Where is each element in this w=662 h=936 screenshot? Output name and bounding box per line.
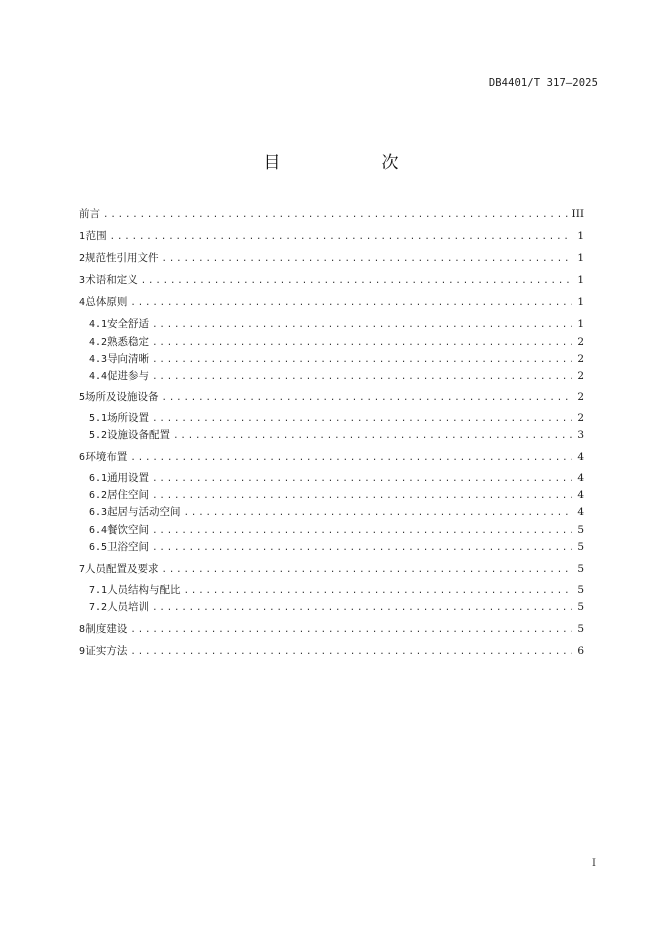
- toc-entry-number: 4.3: [89, 354, 108, 365]
- toc-entry-title: 场所设置: [107, 412, 150, 424]
- toc-entry-number: 8: [79, 624, 86, 635]
- toc-entry[interactable]: [79, 368, 584, 383]
- toc-entry[interactable]: [79, 294, 584, 309]
- toc-entry-title: 设施设备配置: [107, 429, 171, 441]
- toc-entry[interactable]: [79, 410, 584, 425]
- toc-entry-number: 6.5: [89, 542, 108, 553]
- toc-leader-dots: [130, 647, 572, 657]
- toc-entry-page: 4: [577, 489, 584, 501]
- toc-entry[interactable]: [79, 427, 584, 442]
- toc-leader-dots: [152, 603, 572, 613]
- toc-entry-number: 7: [79, 564, 86, 575]
- toc-entry-title: 范围: [85, 230, 107, 242]
- toc-entry[interactable]: [79, 334, 584, 349]
- document-code: DB4401/T 317—2025: [488, 77, 598, 89]
- toc-entry-number: 5.2: [89, 430, 108, 441]
- toc-entry[interactable]: [79, 561, 584, 576]
- toc-entry-page: 6: [577, 645, 584, 657]
- toc-entry-number: 1: [79, 231, 86, 242]
- toc-entry[interactable]: [79, 206, 584, 221]
- toc-leader-dots: [141, 276, 572, 286]
- toc-leader-dots: [152, 372, 572, 382]
- toc-leader-dots: [162, 565, 572, 575]
- toc-entry-page: 4: [577, 506, 584, 518]
- toc-entry-page: 5: [577, 601, 584, 613]
- toc-entry-page: III: [571, 208, 584, 220]
- toc-entry[interactable]: [79, 316, 584, 331]
- toc-entry-page: 4: [577, 451, 584, 463]
- toc-leader-dots: [110, 232, 572, 242]
- toc-entry[interactable]: [79, 504, 584, 519]
- toc-entry[interactable]: [79, 449, 584, 464]
- toc-leader-dots: [103, 210, 568, 220]
- toc-entry-title: 熟悉稳定: [107, 336, 150, 348]
- toc-entry[interactable]: [79, 643, 584, 658]
- toc-entry-number: 7.1: [89, 585, 108, 596]
- toc-entry-title: 制度建设: [85, 623, 128, 635]
- toc-entry-page: 5: [577, 623, 584, 635]
- toc-leader-dots: [152, 491, 572, 501]
- toc-leader-dots: [184, 508, 572, 518]
- toc-entry-title: 规范性引用文件: [85, 252, 159, 264]
- toc-entry-page: 5: [577, 524, 584, 536]
- toc-entry[interactable]: [79, 389, 584, 404]
- toc-entry-page: 2: [577, 353, 584, 365]
- toc-leader-dots: [152, 474, 572, 484]
- toc-entry-number: 3: [79, 275, 86, 286]
- toc-entry-page: 1: [577, 252, 584, 264]
- toc-entry-number: 5: [79, 392, 86, 403]
- toc-leader-dots: [130, 298, 572, 308]
- toc-entry-title: 环境布置: [85, 451, 128, 463]
- toc-leader-dots: [130, 453, 572, 463]
- toc-entry-title: 促进参与: [107, 370, 150, 382]
- toc-leader-dots: [152, 414, 572, 424]
- toc-entry-title: 证实方法: [85, 645, 128, 657]
- toc-entry-page: 2: [577, 391, 584, 403]
- toc-entry-number: 6.2: [89, 490, 108, 501]
- toc-entry-number: 5.1: [89, 413, 108, 424]
- toc-entry[interactable]: [79, 522, 584, 537]
- toc-entry-page: 3: [577, 429, 584, 441]
- toc-entry-page: 2: [577, 336, 584, 348]
- toc-entry[interactable]: [79, 250, 584, 265]
- toc-entry-title: 人员培训: [107, 601, 150, 613]
- toc-entry-title: 场所及设施设备: [85, 391, 159, 403]
- toc-entry-number: 6: [79, 452, 86, 463]
- page-title: 目 次: [263, 153, 441, 173]
- toc-entry-page: 5: [577, 563, 584, 575]
- toc-entry-title: 术语和定义: [85, 274, 138, 286]
- toc-entry[interactable]: [79, 621, 584, 636]
- toc-entry-number: 4: [79, 297, 86, 308]
- toc-entry-page: 1: [577, 274, 584, 286]
- toc-leader-dots: [162, 254, 572, 264]
- toc-leader-dots: [152, 526, 572, 536]
- toc-entry-number: 7.2: [89, 602, 108, 613]
- toc-entry-title: 安全舒适: [107, 318, 150, 330]
- toc-entry-title: 卫浴空间: [107, 541, 150, 553]
- toc-entry-number: 9: [79, 646, 86, 657]
- toc-entry-page: 1: [577, 296, 584, 308]
- toc-entry-title: 起居与活动空间: [107, 506, 181, 518]
- toc-entry[interactable]: [79, 487, 584, 502]
- toc-leader-dots: [152, 338, 572, 348]
- toc-entry[interactable]: [79, 582, 584, 597]
- toc-entry-number: 6.1: [89, 473, 108, 484]
- toc-entry-title: 前言: [79, 208, 100, 220]
- toc-entry-title: 总体原则: [85, 296, 128, 308]
- toc-entry-title: 居住空间: [107, 489, 150, 501]
- toc-entry[interactable]: [79, 272, 584, 287]
- toc-entry[interactable]: [79, 599, 584, 614]
- toc-entry[interactable]: [79, 351, 584, 366]
- toc-leader-dots: [152, 355, 572, 365]
- toc-entry-page: 5: [577, 584, 584, 596]
- toc-entry-page: 1: [577, 318, 584, 330]
- page-number: I: [592, 858, 596, 869]
- toc-entry-number: 2: [79, 253, 86, 264]
- toc-entry-number: 6.3: [89, 507, 108, 518]
- toc-entry[interactable]: [79, 470, 584, 485]
- toc-entry-number: 4.2: [89, 337, 108, 348]
- toc-entry[interactable]: [79, 228, 584, 243]
- toc-leader-dots: [130, 625, 572, 635]
- toc-entry-title: 人员配置及要求: [85, 563, 159, 575]
- toc-entry-title: 通用设置: [107, 472, 150, 484]
- toc-entry-page: 4: [577, 472, 584, 484]
- toc-leader-dots: [184, 586, 572, 596]
- toc-entry[interactable]: [79, 539, 584, 554]
- toc-entry-title: 导向清晰: [107, 353, 150, 365]
- toc-leader-dots: [173, 431, 572, 441]
- toc-entry-page: 2: [577, 412, 584, 424]
- toc-entry-title: 餐饮空间: [107, 524, 150, 536]
- toc-leader-dots: [152, 320, 572, 330]
- toc-entry-number: 6.4: [89, 525, 108, 536]
- toc-entry-page: 1: [577, 230, 584, 242]
- toc-leader-dots: [162, 393, 572, 403]
- toc-entry-title: 人员结构与配比: [107, 584, 181, 596]
- toc-entry-page: 5: [577, 541, 584, 553]
- toc-leader-dots: [152, 543, 572, 553]
- toc-entry-page: 2: [577, 370, 584, 382]
- toc-entry-number: 4.1: [89, 319, 108, 330]
- toc-entry-number: 4.4: [89, 371, 108, 382]
